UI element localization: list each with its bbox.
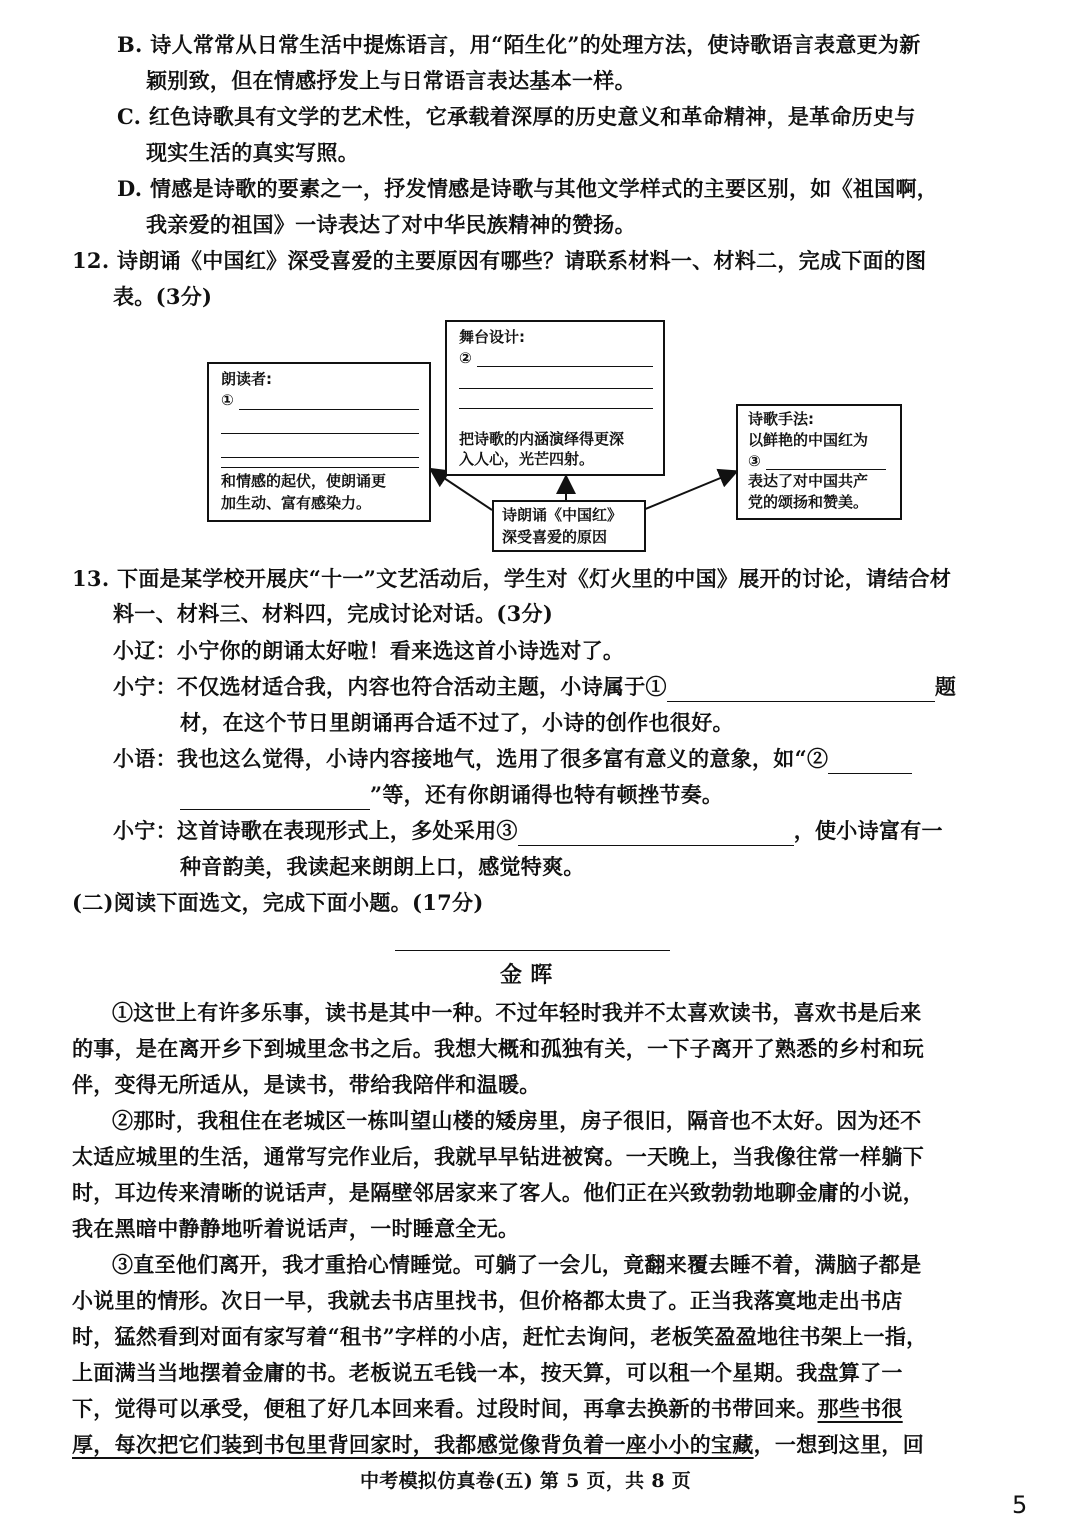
q13-dialogue-xiaoning-2 [113, 816, 943, 846]
q11-option-d-line2: 我亲爱的祖国》一诗表达了对中华民族精神的赞扬。 [146, 212, 636, 237]
blank-line-1b [221, 433, 419, 434]
dialogue-text: 小宁：这首诗歌在表现形式上，多处采用③ [113, 818, 518, 843]
answer-blank-2b[interactable] [180, 787, 370, 810]
para2-line1: ②那时，我租住在老城区一栋叫望山楼的矮房里，房子很旧，隔音也不太好。因为还不 [112, 1108, 922, 1133]
box-technique-line2: 以鲜艳的中国红为 [748, 431, 869, 449]
answer-blank-1[interactable] [667, 679, 935, 702]
q13-dialogue-xiaoyu-2 [180, 780, 723, 810]
box-stage-text2: 入人心，光芒四射。 [459, 450, 595, 468]
para3-text: 下，觉得可以承受，便租了好几本回来看。过段时间，再拿去换新的书带回来。 [72, 1396, 818, 1421]
q13-dialogue-xiaoyu [113, 744, 912, 774]
para3-line2: 小说里的情形。次日一早，我就去书店里找书，但价格都太贵了。正当我落寞地走出书店 [72, 1288, 903, 1313]
dialogue-text: ”等，还有你朗诵得也特有顿挫节奏。 [370, 782, 724, 807]
para1-line1: ①这世上有许多乐事，读书是其中一种。不过年轻时我并不太喜欢读书，喜欢书是后来 [112, 1000, 922, 1025]
box-reader-title: 朗读者: [221, 370, 272, 388]
section-2-heading: (二)阅读下面选文，完成下面小题。(17分) [72, 890, 484, 915]
article-title: 金 晖 [500, 962, 553, 988]
blank-line-2c [459, 408, 653, 409]
page-number: 5 [1012, 1491, 1028, 1519]
para3-line4: 上面满当当地摆着金庸的书。老板说五毛钱一本，按天算，可以租一个星期。我盘算了一 [72, 1360, 903, 1385]
q11-option-c-line2: 现实生活的真实写照。 [146, 140, 359, 165]
box-technique [736, 404, 902, 520]
para3-line1: ③直至他们离开，我才重拾心情睡觉。可躺了一会儿，竟翻来覆去睡不着，满脑子都是 [112, 1252, 922, 1277]
blank-line-1a [239, 409, 419, 410]
box-stage [445, 320, 665, 476]
para2-line2: 太适应城里的生活，通常写完作业后，我就早早钻进被窝。一天晚上，当我像往常一样躺下 [72, 1144, 924, 1169]
q11-option-c-line1: C. 红色诗歌具有文学的艺术性，它承载着深厚的历史意义和革命精神，是革命历史与 [117, 104, 916, 129]
para2-line3: 时，耳边传来清晰的说话声，是隔壁邻居家来了客人。他们正在兴致勃勃地聊金庸的小说， [72, 1180, 924, 1205]
dialogue-text: 题 [934, 674, 957, 699]
q11-option-b-line2: 颖别致，但在情感抒发上与日常语言表达基本一样。 [146, 68, 636, 93]
para3-line3: 时，猛然看到对面有家写着“租书”字样的小店，赶忙去询问，老板笑盈盈地往书架上一指， [72, 1324, 928, 1349]
box-reader-text2: 加生动、富有感染力。 [221, 494, 372, 512]
q12-prompt-line1: 12. 诗朗诵《中国红》深受喜爱的主要原因有哪些？请联系材料一、材料二，完成下面的图 [72, 248, 927, 273]
q11-option-d-line1: D. 情感是诗歌的要素之一，抒发情感是诗歌与其他文学样式的主要区别，如《祖国啊， [117, 176, 939, 201]
q13-prompt-line1: 13. 下面是某学校开展庆“十一”文艺活动后，学生对《灯火里的中国》展开的讨论，请结合材 [72, 566, 952, 591]
blank-line-1d [221, 467, 419, 468]
box-stage-title: 舞台设计: [459, 328, 525, 346]
dialogue-text: 小语：我也这么觉得，小诗内容接地气，选用了很多富有意义的意象，如“② [113, 746, 829, 771]
q13-dialogue-xiaoning-2b: 种音韵美，我读起来朗朗上口，感觉特爽。 [180, 854, 585, 879]
dialogue-text: 小宁：不仅选材适合我，内容也符合活动主题，小诗属于① [113, 674, 667, 699]
blank-line-2a [477, 366, 653, 367]
box-technique-title: 诗歌手法: [748, 410, 814, 428]
q13-dialogue-xiaoning-1 [113, 672, 956, 702]
page-footer: 中考模拟仿真卷(五) 第 5 页，共 8 页 [360, 1470, 692, 1492]
dialogue-text: ，使小诗富有一 [793, 818, 943, 843]
q13-dialogue-xiaoliao: 小辽：小宁你的朗诵太好啦！看来选这首小诗选对了。 [113, 638, 625, 663]
para3-text: ，一想到这里，回 [753, 1432, 925, 1457]
para2-line4: 我在黑暗中静静地听着说话声，一时睡意全无。 [72, 1216, 520, 1241]
para3-line6 [72, 1430, 924, 1460]
q13-prompt-line2: 料一、材料三、材料四，完成讨论对话。(3分) [113, 601, 554, 626]
underlined-sentence-start: 那些书很 [817, 1396, 903, 1421]
box-technique-number: ③ [748, 452, 761, 470]
box-center-line2: 深受喜爱的原因 [502, 528, 608, 546]
q11-option-b-line1: B. 诗人常常从日常生活中提炼语言，用“陌生化”的处理方法，使诗歌语言表意更为新 [117, 32, 921, 57]
box-technique-text2: 党的颂扬和赞美。 [748, 493, 869, 511]
arrow-to-right-box [643, 472, 735, 510]
title-rule [395, 950, 670, 951]
box-technique-text1: 表达了对中国共产 [748, 472, 869, 490]
answer-blank-2a[interactable] [828, 751, 912, 774]
box-reader [207, 362, 431, 522]
para1-line3: 伴，变得无所适从，是读书，带给我陪伴和温暖。 [72, 1072, 541, 1097]
blank-line-2b [459, 388, 653, 389]
para3-line5 [72, 1394, 903, 1424]
box-stage-text1: 把诗歌的内涵演绎得更深 [459, 430, 625, 448]
arrow-to-left-box [432, 470, 492, 510]
box-center [492, 500, 646, 552]
box-reader-text1: 和情感的起伏，使朗诵更 [221, 472, 387, 490]
q13-dialogue-xiaoning-1b: 材，在这个节日里朗诵再合适不过了，小诗的创作也很好。 [180, 710, 734, 735]
box-reader-number: ① [221, 391, 234, 409]
answer-blank-3[interactable] [518, 823, 794, 846]
para1-line2: 的事，是在离开乡下到城里念书之后。我想大概和孤独有关，一下子离开了熟悉的乡村和玩 [72, 1036, 924, 1061]
blank-line-1c [221, 457, 419, 458]
box-center-line1: 诗朗诵《中国红》 [502, 506, 623, 524]
underlined-sentence: 厚，每次把它们装到书包里背回家时，我都感觉像背负着一座小小的宝藏 [72, 1432, 754, 1457]
box-stage-number: ② [459, 349, 472, 367]
q12-prompt-line2: 表。(3分) [113, 284, 213, 309]
